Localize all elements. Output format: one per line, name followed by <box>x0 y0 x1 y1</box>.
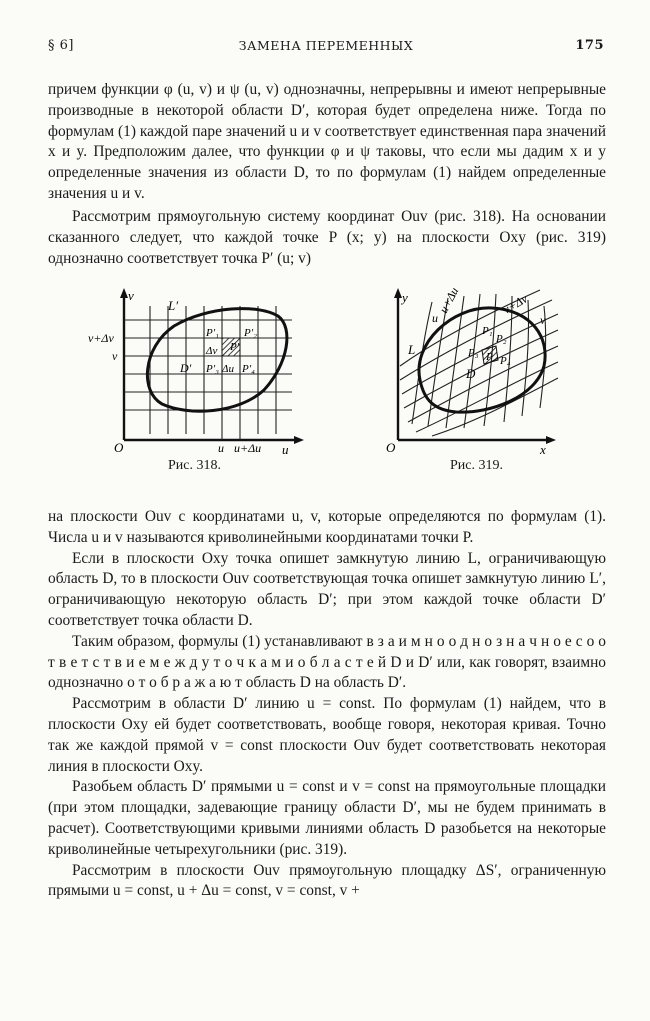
paragraph-1: причем функции φ (u, v) и ψ (u, v) однозначны, непрерывны и имеют непрерывные производные в некоторой области D′, которая будет определена ниже. Тогда по формулам (1) каждой паре значений u и v соответствует единственная пара значений x и y. Предположим далее, что функции φ и ψ таковы, что если мы дадим x и y определенные значения из области D, то по формулам (1) найдем определенные значения u и v. <box>48 81 606 202</box>
body-text-top <box>48 80 606 205</box>
running-title: ЗАМЕНА ПЕРЕМЕННЫХ <box>238 38 414 53</box>
body-text-mid <box>48 207 606 269</box>
x-axis-label: x <box>540 442 546 456</box>
point-label-P1: P₁ <box>482 325 493 337</box>
u-axis-label: u <box>282 442 289 456</box>
figure-318 <box>88 286 310 473</box>
domain-label-D-prime: D′ <box>180 361 192 375</box>
u-du-tick-label: u+Δu <box>234 441 262 455</box>
y-axis-arrow <box>394 288 402 298</box>
origin-label: O <box>114 440 124 455</box>
body-text-bottom <box>48 507 606 902</box>
caption-319: Рис. 319. <box>450 458 503 473</box>
point-label-P3: P′₃ <box>206 363 219 375</box>
paragraph-8: Рассмотрим в плоскости Ouv прямоугольную площадку ΔS′, ограниченную прямыми u = const, u + Δu = const, v = const, v + <box>48 861 606 900</box>
point-label-P2: P₂ <box>496 333 507 345</box>
point-label-P1: P′₁ <box>206 327 219 339</box>
curvilinear-grid <box>400 290 558 436</box>
page-number: 175 <box>575 38 604 53</box>
boundary-label-L: L <box>408 342 416 357</box>
paragraph-3: на плоскости Ouv с координатами u, v, которые определяются по формулам (1). Числа u и v называются криволинейными координатами точки P. <box>48 508 606 546</box>
delta-v-label: Δv <box>206 345 218 357</box>
point-label-P3: P₃ <box>468 347 479 359</box>
section-number: § 6] <box>48 38 74 53</box>
curve-label-u-du: u+Δu <box>436 284 462 316</box>
v-dv-tick-label: v+Δv <box>88 331 114 345</box>
paragraph-2: Рассмотрим прямоугольную систему координат Ouv (рис. 318). На основании сказанного следует, что каждой точке P (x; y) на плоскости Oxy (рис. 319) однозначно соответствует точка P′ (u; v) <box>48 208 606 267</box>
origin-label: O <box>386 440 396 455</box>
curve-label-v-dv: v+Δv <box>500 291 530 317</box>
point-label-P2: P′₂ <box>244 327 257 339</box>
point-label-P4: P₄ <box>500 355 511 367</box>
curve-label-v: v <box>540 313 546 327</box>
u-tick-label: u <box>218 441 224 455</box>
point-label-P4: P′₄ <box>242 363 255 375</box>
point-label-P: P <box>486 351 493 363</box>
curve-label-u: u <box>432 311 438 325</box>
figure-319 <box>372 284 562 473</box>
domain-label-D: D <box>466 366 476 381</box>
v-tick-label: v <box>112 349 118 363</box>
paragraph-6: Рассмотрим в области D′ линию u = const. По формулам (1) найдем, что в плоскости Oxy ей будет соответствовать, вообще говоря, некоторая кривая. Точно так же каждой прямой v = const плоскости Ouv будет соответствовать некоторая линия в плоскости Oxy. <box>48 695 606 775</box>
delta-u-label: Δu <box>222 363 234 375</box>
paragraph-5: Таким образом, формулы (1) устанавливают в з а и м н о о д н о з н а ч н о е с о о т в е т с т в и е м е ж д у т о ч к а м и о б л а с т е й D и D′ или, как говорят, взаимно однозначно о т о б р а ж а ю т область D на область D′. <box>48 632 606 692</box>
page-header <box>48 38 604 60</box>
boundary-label-L-prime: L′ <box>168 298 179 313</box>
caption-318: Рис. 318. <box>168 458 221 473</box>
y-axis-label: y <box>402 290 408 305</box>
x-axis-arrow <box>546 436 556 444</box>
v-axis-arrow <box>120 288 128 298</box>
point-label-P: P′ <box>230 341 240 353</box>
paragraph-7: Разобьем область D′ прямыми u = const и v = const на прямоугольные площадки (при этом площадки, задевающие границу области D′, мы не будем принимать в расчет). Соответствующими кривыми линиями область D разобьется на некоторые криволинейные четырехугольники (рис. 319). <box>48 778 606 858</box>
v-axis-label: v <box>128 288 134 303</box>
u-axis-arrow <box>294 436 304 444</box>
paragraph-4: Если в плоскости Oxy точка опишет замкнутую линию L, ограничивающую область D, то в плоскости Ouv соответствующая точка опишет замкнутую линию L′, ограничивающую некоторую область D′; при этом каждой точке области D′ соответствует точка области D. <box>48 549 606 629</box>
